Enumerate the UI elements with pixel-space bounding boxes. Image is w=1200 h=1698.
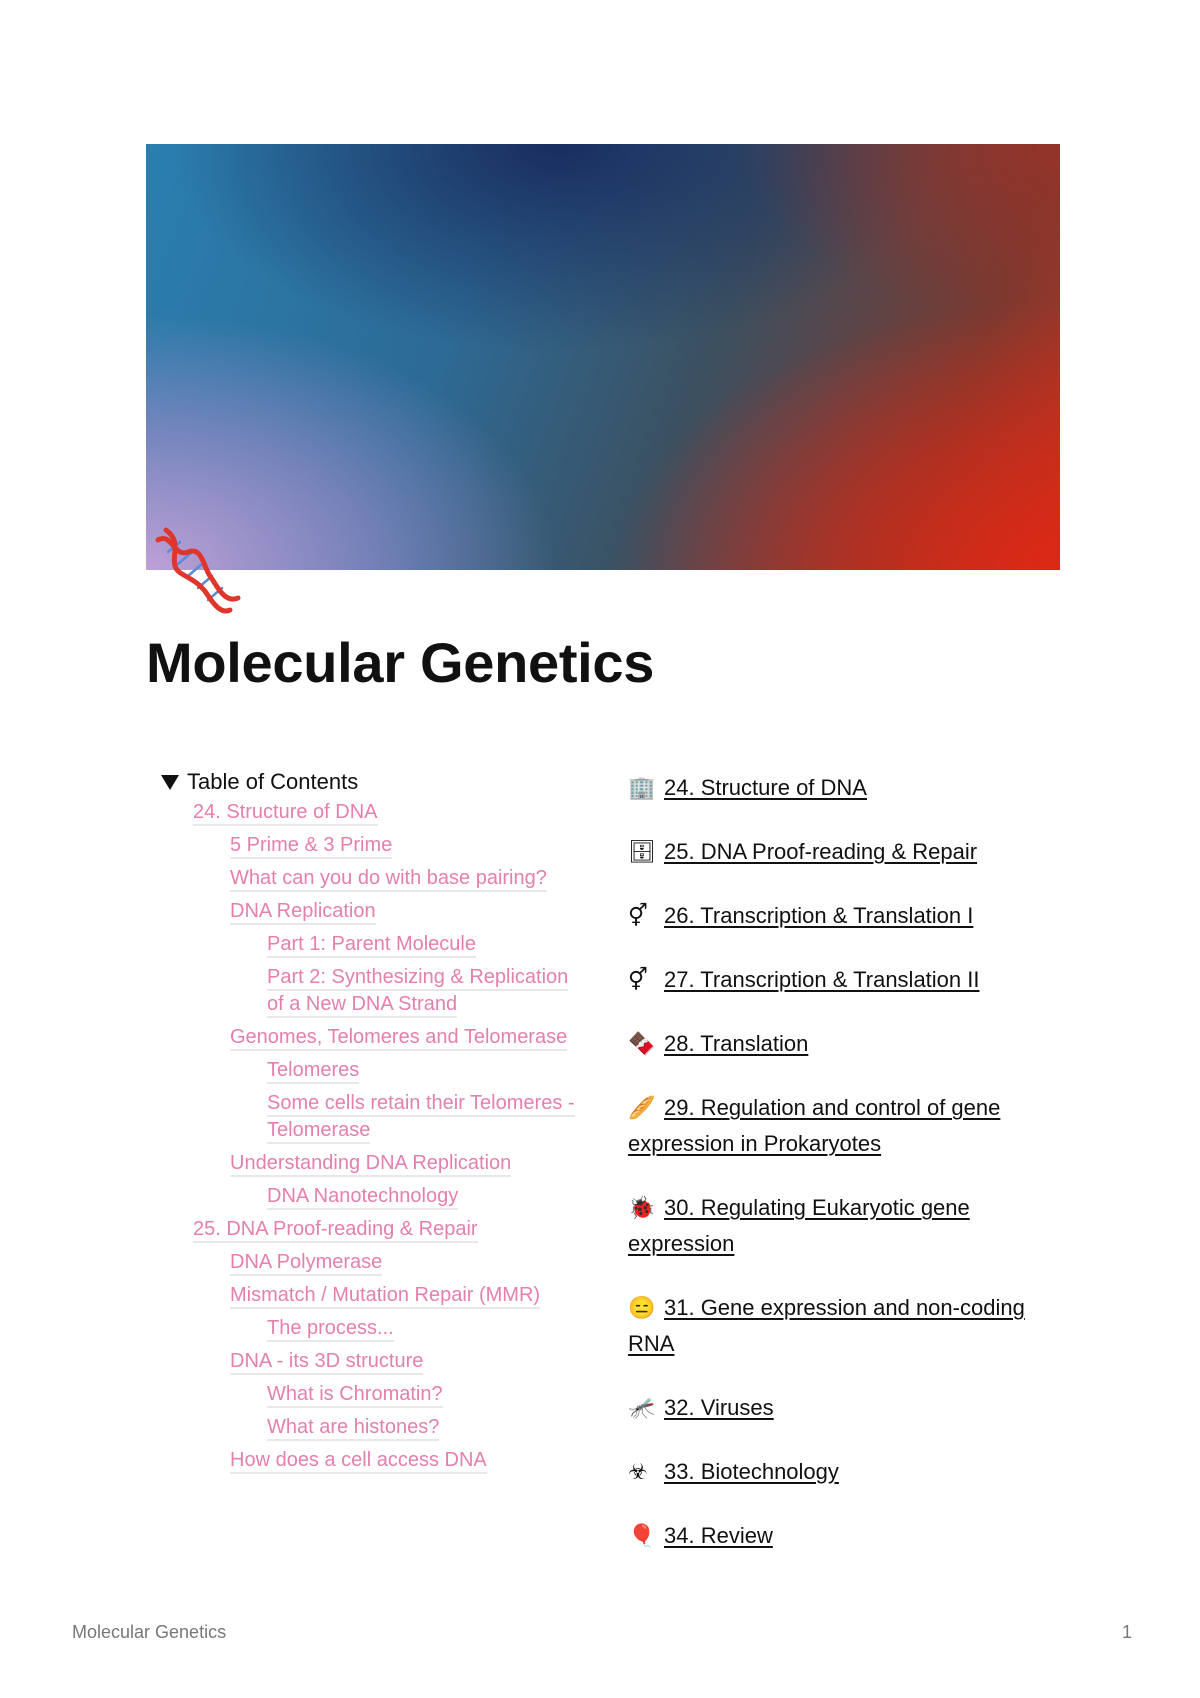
chapter-link[interactable] (628, 1026, 1068, 1062)
chocolate-bar-icon: 🍫 (628, 1031, 656, 1056)
toc-item (160, 1381, 590, 1408)
chapter-link[interactable] (628, 962, 1068, 998)
toc-link[interactable]: The process... (267, 1317, 394, 1342)
toc-link[interactable]: 24. Structure of DNA (193, 801, 378, 826)
page-number: 1 (1121, 1622, 1132, 1642)
cabinet-icon: 🗄 (628, 839, 656, 864)
footer-title: Molecular Genetics (72, 1622, 227, 1642)
dna-icon (152, 524, 244, 616)
toc-link[interactable]: 5 Prime & 3 Prime (230, 834, 392, 859)
chapter-link-label: 32. Viruses (664, 1395, 774, 1420)
toc-item (160, 1150, 590, 1177)
toc-item (160, 865, 590, 892)
toc-summary-label: Table of Contents (187, 769, 359, 794)
toc-list (160, 799, 590, 1474)
page-title: Molecular Genetics (146, 631, 655, 694)
toc-link[interactable]: DNA Nanotechnology (267, 1185, 458, 1210)
toc-link[interactable]: Understanding DNA Replication (230, 1152, 511, 1177)
mosquito-icon: 🦟 (628, 1395, 656, 1420)
table-of-contents (160, 765, 590, 1480)
toc-item (160, 1348, 590, 1375)
toc-item (160, 799, 590, 826)
chapter-link[interactable] (628, 1190, 1068, 1262)
balloon-icon: 🎈 (628, 1523, 656, 1548)
toc-item (160, 1057, 590, 1084)
chapter-link[interactable] (628, 770, 1068, 806)
toc-link[interactable]: DNA Polymerase (230, 1251, 382, 1276)
biohazard-icon: ☣ (628, 1459, 648, 1484)
toc-link[interactable]: Genomes, Telomeres and Telomerase (230, 1026, 567, 1051)
toc-toggle[interactable] (160, 765, 590, 799)
toc-link[interactable]: What is Chromatin? (267, 1383, 443, 1408)
hermaphrodite-sign-icon: ⚥ (628, 903, 648, 928)
toc-item (160, 1024, 590, 1051)
toc-link[interactable]: 25. DNA Proof-reading & Repair (193, 1218, 478, 1243)
chapter-link-label: 26. Transcription & Translation I (664, 903, 974, 928)
chapter-link-label: 31. Gene expression and non-coding RNA (628, 1295, 1025, 1356)
toc-link[interactable]: Mismatch / Mutation Repair (MMR) (230, 1284, 540, 1309)
chapter-link[interactable] (628, 1290, 1068, 1362)
chapter-link-label: 27. Transcription & Translation II (664, 967, 980, 992)
chapter-link[interactable] (628, 1454, 1068, 1490)
chapter-link-label: 29. Regulation and control of gene expression in Prokaryotes (628, 1095, 1001, 1156)
toc-link[interactable]: DNA - its 3D structure (230, 1350, 423, 1375)
hermaphrodite-sign-icon: ⚥ (628, 967, 648, 992)
chapter-link[interactable] (628, 1518, 1068, 1554)
toc-item (160, 898, 590, 925)
toc-item (160, 1282, 590, 1309)
chapter-link-label: 24. Structure of DNA (664, 775, 867, 800)
chapter-links (628, 770, 1068, 1582)
bread-icon: 🥖 (628, 1095, 656, 1120)
chapter-link[interactable] (628, 898, 1068, 934)
toc-link[interactable]: Part 1: Parent Molecule (267, 933, 476, 958)
toc-link[interactable]: How does a cell access DNA (230, 1449, 487, 1474)
chapter-link-label: 30. Regulating Eukaryotic gene expression (628, 1195, 970, 1256)
toc-link[interactable]: Some cells retain their Telomeres - Telomerase (267, 1092, 575, 1144)
toc-item (160, 1216, 590, 1243)
chapter-link-label: 28. Translation (664, 1031, 809, 1056)
chapter-link[interactable] (628, 1390, 1068, 1426)
toc-link[interactable]: Part 2: Synthesizing & Replication of a New DNA Strand (267, 966, 568, 1018)
chapter-link[interactable] (628, 834, 1068, 870)
ladybug-icon: 🐞 (628, 1195, 656, 1220)
toc-link[interactable]: DNA Replication (230, 900, 376, 925)
toc-item (160, 1249, 590, 1276)
toc-item (160, 964, 590, 1018)
toc-item (160, 1090, 590, 1144)
toc-item (160, 1414, 590, 1441)
cover-image (146, 144, 1060, 570)
building-icon: 🏢 (628, 775, 656, 800)
chapter-link-label: 33. Biotechnology (664, 1459, 839, 1484)
toc-item (160, 1315, 590, 1342)
toc-link[interactable]: What can you do with base pairing? (230, 867, 547, 892)
triangle-down-icon (161, 775, 179, 790)
chapter-link-label: 25. DNA Proof-reading & Repair (664, 839, 978, 864)
toc-item (160, 1447, 590, 1474)
toc-link[interactable]: Telomeres (267, 1059, 359, 1084)
toc-link[interactable]: What are histones? (267, 1416, 439, 1441)
toc-item (160, 832, 590, 859)
chapter-link[interactable] (628, 1090, 1068, 1162)
toc-item (160, 1183, 590, 1210)
toc-item (160, 931, 590, 958)
chapter-link-label: 34. Review (664, 1523, 773, 1548)
expressionless-face-icon: 😑 (628, 1295, 656, 1320)
